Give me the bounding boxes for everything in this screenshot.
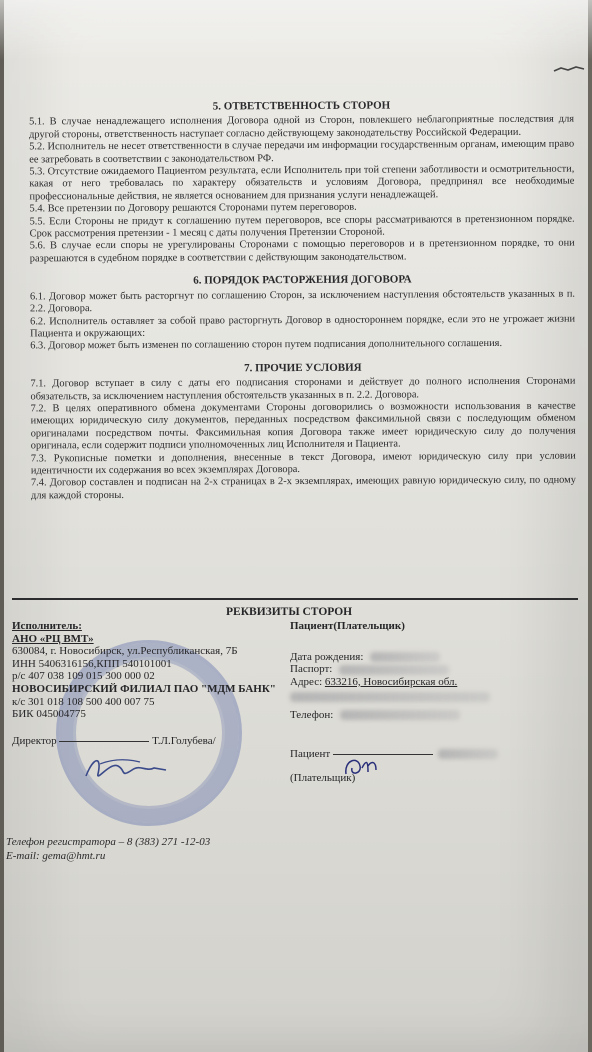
birth-date-label: Дата рождения: bbox=[290, 650, 364, 663]
section-liability bbox=[29, 99, 575, 266]
executor-bank: НОВОСИБИРСКИЙ ФИЛИАЛ ПАО "МДМ БАНК" bbox=[12, 682, 276, 695]
passport-label: Паспорт: bbox=[290, 663, 333, 676]
address-row bbox=[290, 676, 580, 689]
address-value: 633216, Новосибирская обл. bbox=[324, 675, 458, 688]
redacted-value bbox=[290, 692, 490, 702]
section-other-terms bbox=[30, 360, 576, 502]
director-signature-row bbox=[12, 735, 302, 748]
contact-footer bbox=[6, 835, 210, 863]
spacer bbox=[290, 633, 580, 651]
director-name: Т.Л.Голубева/ bbox=[152, 734, 216, 747]
clause: 5.2. Исполнитель не несет ответственности в случае передачи им информации государственным органам, имеющим право ее затребовать в соответствии с законодательством РФ. bbox=[29, 138, 575, 166]
section-title: 6. ПОРЯДОК РАСТОРЖЕНИЯ ДОГОВОРА bbox=[193, 273, 412, 287]
clause: 6.3. Договор может быть изменен по соглашению сторон путем подписания дополнительного соглашения. bbox=[30, 338, 503, 352]
requisites-title: РЕКВИЗИТЫ СТОРОН bbox=[226, 606, 353, 618]
clause: 6.2. Исполнитель оставляет за собой право расторгнуть Договор в одностороннем порядке, если это не угрожает жизни Пациента и окружающих: bbox=[30, 313, 576, 340]
director-label: Директор bbox=[12, 734, 57, 747]
clause: 7.3. Рукописные пометки и дополнения, внесенные в текст Договора, имеют юридическую силу при условии идентичности их содержания во всех экземплярах Договора. bbox=[30, 450, 576, 477]
clause: 5.5. Если Стороны не придут к соглашению путем переговоров, все споры рассматриваются в претензионном порядке. Срок рассмотрения претензии - 1 месяц с даты получения Претензии Стороной. bbox=[29, 213, 575, 240]
signature-line bbox=[59, 741, 149, 742]
clause: 5.6. В случае если споры не урегулированы Сторонами с помощью переговоров и в претензионном порядке, то они разрешаются в судебном порядке в соответствии с действующим законодательством. bbox=[29, 238, 575, 265]
clause: 5.3. Отсутствие ожидаемого Пациентом результата, если Исполнитель при той степени заботливости и осмотрительности, какая от него требовалась по характеру обязательств и условиям Договора, предпринял все необходимые профессиональные действия, не является основанием для признания услуги ненадлежащей. bbox=[29, 163, 575, 203]
redacted-value bbox=[438, 749, 498, 759]
section-divider bbox=[12, 598, 578, 600]
executor-account: р/с 407 038 109 015 300 000 02 bbox=[12, 670, 155, 683]
redacted-value bbox=[370, 652, 440, 662]
signature-line bbox=[333, 754, 433, 755]
redacted-value bbox=[340, 710, 460, 720]
passport-row bbox=[290, 663, 580, 676]
pen-mark-icon bbox=[552, 62, 588, 80]
executor-bik: БИК 045004775 bbox=[12, 708, 86, 721]
clause: 7.1. Договор вступает в силу с даты его подписания сторонами и действует до полного исполнения Сторонами обязательств, за исключением наступления обстоятельств указанных в п. 2.2. Договора. bbox=[30, 375, 576, 402]
executor-details bbox=[12, 620, 302, 747]
executor-label: Исполнитель: bbox=[12, 620, 82, 632]
patient-signature-row bbox=[290, 748, 580, 761]
section-termination bbox=[30, 273, 575, 353]
clause: 5.1. В случае ненадлежащего исполнения Договора одной из Сторон, повлекшего неблагоприятные последствия для другой стороны, ответственность наступает согласно действующему законодательству Российской Федерации. bbox=[29, 113, 575, 141]
clause: 5.4. Все претензии по Договору решаются Сторонами путем переговоров. bbox=[29, 201, 357, 215]
contract-body bbox=[29, 99, 576, 503]
spacer bbox=[290, 722, 580, 748]
executor-address: 630084, г. Новосибирск, ул.Республиканская, 7Б bbox=[12, 645, 238, 658]
patient-details bbox=[290, 620, 580, 785]
payer-label: (Плательщик) bbox=[290, 772, 356, 785]
patient-sign-label: Пациент bbox=[290, 747, 331, 760]
registrar-phone: Телефон регистратора – 8 (383) 271 -12-03 bbox=[6, 836, 211, 848]
patient-label: Пациент(Плательщик) bbox=[290, 620, 405, 632]
executor-inn-kpp: ИНН 5406316156,КПП 540101001 bbox=[12, 657, 172, 670]
address-label: Адрес: bbox=[290, 675, 323, 688]
clause: 7.4. Договор составлен и подписан на 2-х страницах в 2-х экземплярах, имеющих равную юридическую силу, по одному для каждой стороны. bbox=[30, 474, 576, 502]
section-title: 5. ОТВЕТСТВЕННОСТЬ СТОРОН bbox=[212, 99, 391, 113]
address-redacted-row bbox=[290, 690, 580, 703]
clause: 6.1. Договор может быть расторгнут по соглашению Сторон, за исключением наступления обстоятельств указанных в п. 2.2. Договора. bbox=[29, 288, 575, 315]
phone-row bbox=[290, 709, 580, 722]
executor-name: АНО «РЦ ВМТ» bbox=[12, 632, 94, 645]
birth-date-row bbox=[290, 651, 580, 664]
redacted-value bbox=[339, 665, 449, 675]
clause: 7.2. В целях оперативного обмена документами Стороны договорились о возможности использования в качестве имеющих юридическую силу документов, переданных посредством факсимильной связи с последующим обменом оригиналами посредством почты. Факсимильная копия Договора также имеет юридическую силу до получения оригинала, если содержит подписи уполномоченных лиц Исполнителя и Пациента. bbox=[30, 400, 576, 452]
phone-label: Телефон: bbox=[290, 708, 334, 721]
executor-corr-account: к/с 301 018 108 500 400 007 75 bbox=[12, 695, 155, 708]
contact-email: E-mail: gema@hmt.ru bbox=[6, 850, 106, 862]
section-title: 7. ПРОЧИЕ УСЛОВИЯ bbox=[244, 361, 362, 375]
